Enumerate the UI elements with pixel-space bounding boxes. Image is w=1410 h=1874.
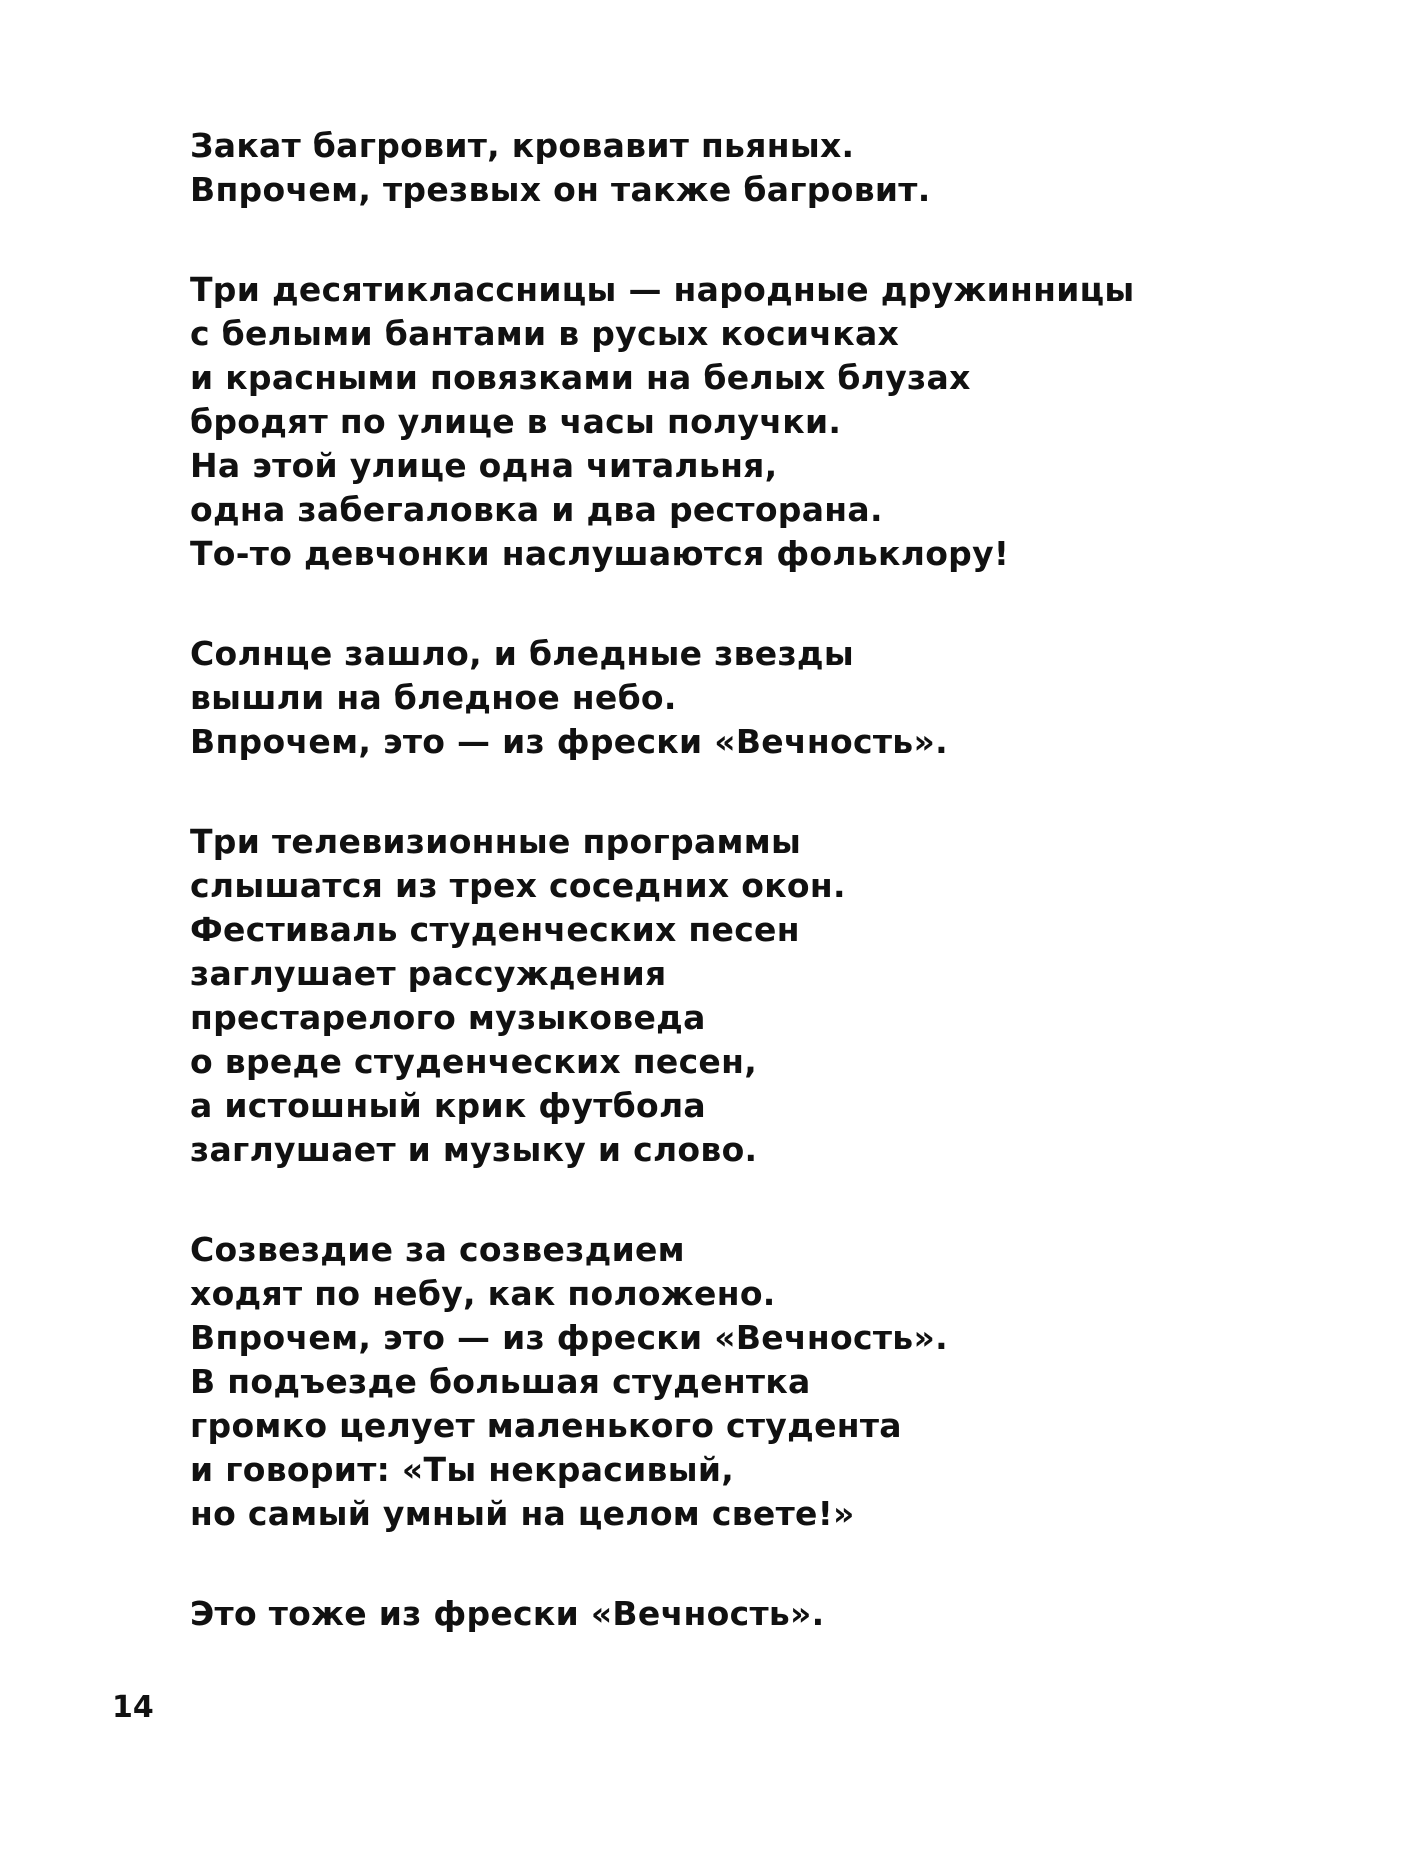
- poem-line: громко целует маленького студента: [190, 1406, 902, 1445]
- poem-line: В подъезде большая студентка: [190, 1362, 811, 1401]
- poem-line: Закат багровит, кровавит пьяных.: [190, 126, 855, 165]
- poem-line: Впрочем, это — из фрески «Вечность».: [190, 1318, 948, 1357]
- poem-line: На этой улице одна читальня,: [190, 446, 778, 485]
- poem-line: и говорит: «Ты некрасивый,: [190, 1450, 735, 1489]
- stanza-4: [190, 820, 1230, 1172]
- poem-line: вышли на бледное небо.: [190, 678, 677, 717]
- poem-line: Созвездие за созвездием: [190, 1230, 685, 1269]
- stanza-6: [190, 1592, 1230, 1636]
- poem-line: но самый умный на целом свете!»: [190, 1494, 855, 1533]
- poem-line: Солнце зашло, и бледные звезды: [190, 634, 855, 673]
- poem-line: То-то девчонки наслушаются фольклору!: [190, 534, 1010, 573]
- poem-line: Это тоже из фрески «Вечность».: [190, 1594, 825, 1633]
- poem-line: престарелого музыковеда: [190, 998, 706, 1037]
- poem: [190, 124, 1230, 1692]
- poem-line: одна забегаловка и два ресторана.: [190, 490, 883, 529]
- poem-line: Впрочем, трезвых он также багровит.: [190, 170, 931, 209]
- poem-line: Впрочем, это — из фрески «Вечность».: [190, 722, 948, 761]
- poem-line: заглушает и музыку и слово.: [190, 1130, 758, 1169]
- poem-line: и красными повязками на белых блузах: [190, 358, 971, 397]
- poem-line: слышатся из трех соседних окон.: [190, 866, 846, 905]
- poem-line: с белыми бантами в русых косичках: [190, 314, 900, 353]
- poem-line: ходят по небу, как положено.: [190, 1274, 776, 1313]
- poem-line: заглушает рассуждения: [190, 954, 667, 993]
- poem-line: а истошный крик футбола: [190, 1086, 706, 1125]
- stanza-1: [190, 124, 1230, 212]
- page-number: 14: [112, 1690, 154, 1725]
- poem-line: бродят по улице в часы получки.: [190, 402, 842, 441]
- stanza-3: [190, 632, 1230, 764]
- stanza-5: [190, 1228, 1230, 1536]
- poem-line: Фестиваль студенческих песен: [190, 910, 800, 949]
- stanza-2: [190, 268, 1230, 576]
- poem-line: о вреде студенческих песен,: [190, 1042, 758, 1081]
- poem-line: Три телевизионные программы: [190, 822, 802, 861]
- poem-line: Три десятиклассницы — народные дружинницы: [190, 270, 1135, 309]
